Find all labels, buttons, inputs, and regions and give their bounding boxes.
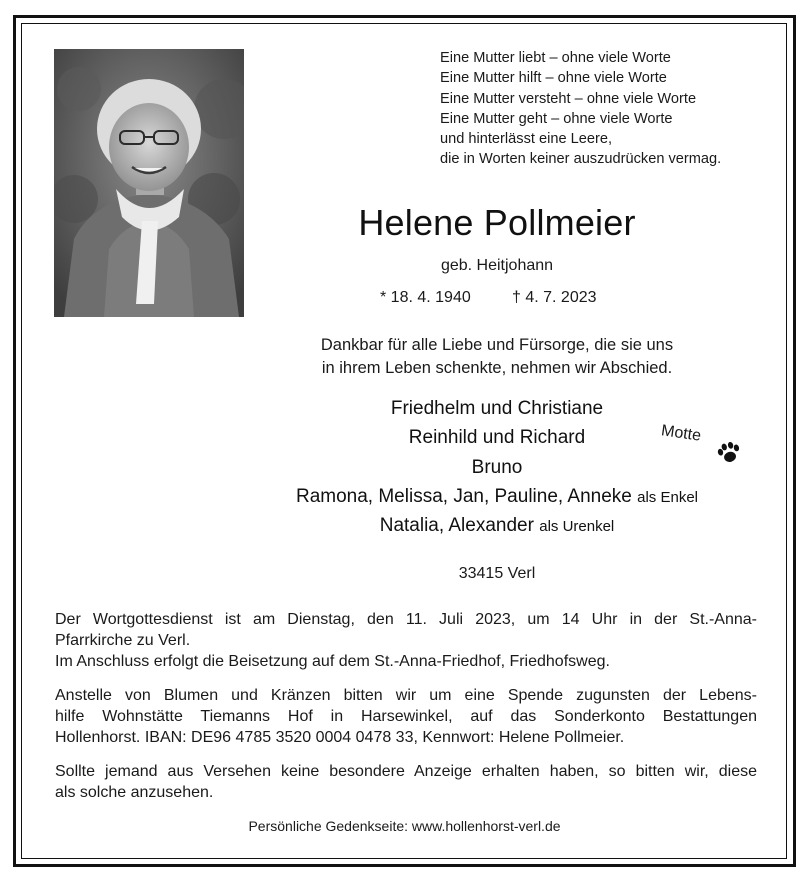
birth-name: geb. Heitjohann — [440, 257, 554, 274]
notice-line: Sollte jemand aus Versehen keine besondere Anzeige erhalten haben, so bitten wir, diese — [55, 763, 757, 780]
service-line: Der Wortgottesdienst ist am Dienstag, den 11. Juli 2023, um 14 Uhr in der St.-Anna- — [55, 611, 757, 628]
service-line: Im Anschluss erfolgt die Beisetzung auf dem St.-Anna-Friedhof, Friedhofsweg. — [55, 653, 610, 670]
mourner-line — [184, 398, 809, 420]
donation-line: hilfe Wohnstätte Tiemanns Hof in Harsewinkel, auf das Sonderkonto Bestattungen — [55, 708, 757, 725]
donation-line: Hollenhorst. IBAN: DE96 4785 3520 0004 0478 33, Kennwort: Helene Pollmeier. — [55, 729, 625, 746]
mourner-suffix: als Enkel — [637, 489, 698, 506]
mourner-names: Natalia, Alexander — [379, 515, 534, 536]
notice-line: als solche anzusehen. — [55, 784, 214, 801]
thanks-text — [184, 334, 809, 380]
donation-text — [55, 685, 757, 748]
mourner-suffix: als Urenkel — [539, 518, 615, 535]
memorial-page-link[interactable]: Persönliche Gedenkseite: www.hollenhorst-verl.de — [248, 818, 561, 834]
poem-line: die in Worten keiner auszudrücken vermag. — [440, 151, 722, 168]
service-text — [55, 609, 757, 672]
city: 33415 Verl — [458, 565, 536, 582]
mourner-line — [184, 486, 809, 508]
poem-line: Eine Mutter versteht – ohne viele Worte — [440, 90, 697, 107]
poem — [440, 48, 721, 170]
mourner-names: Friedhelm und Christiane — [390, 398, 604, 419]
mourner-names: Ramona, Melissa, Jan, Pauline, Anneke — [295, 486, 632, 507]
mourner-names: Reinhild und Richard — [408, 427, 586, 448]
poem-line: Eine Mutter hilft – ohne viele Worte — [440, 70, 667, 87]
poem-line: Eine Mutter liebt – ohne viele Worte — [440, 50, 671, 66]
deceased-name: Helene Pollmeier — [358, 202, 636, 243]
pet-name: Motte — [660, 422, 703, 445]
mourner-names: Bruno — [471, 457, 523, 478]
donation-line: Anstelle von Blumen und Kränzen bitten wir um eine Spende zugunsten der Lebens- — [55, 687, 757, 704]
poem-line: und hinterlässt eine Leere, — [440, 131, 612, 148]
thanks-line: Dankbar für alle Liebe und Fürsorge, die sie uns — [320, 336, 674, 354]
birth-date: * 18. 4. 1940 — [380, 289, 471, 306]
thanks-line: in ihrem Leben schenkte, nehmen wir Abschied. — [321, 359, 673, 377]
death-date: † 4. 7. 2023 — [512, 289, 597, 306]
notice-text — [55, 761, 757, 803]
service-line: Pfarrkirche zu Verl. — [55, 632, 191, 649]
paw-icon — [715, 440, 743, 466]
portrait-photo — [54, 49, 244, 317]
mourner-line — [184, 515, 809, 537]
poem-line: Eine Mutter geht – ohne viele Worte — [440, 110, 673, 127]
